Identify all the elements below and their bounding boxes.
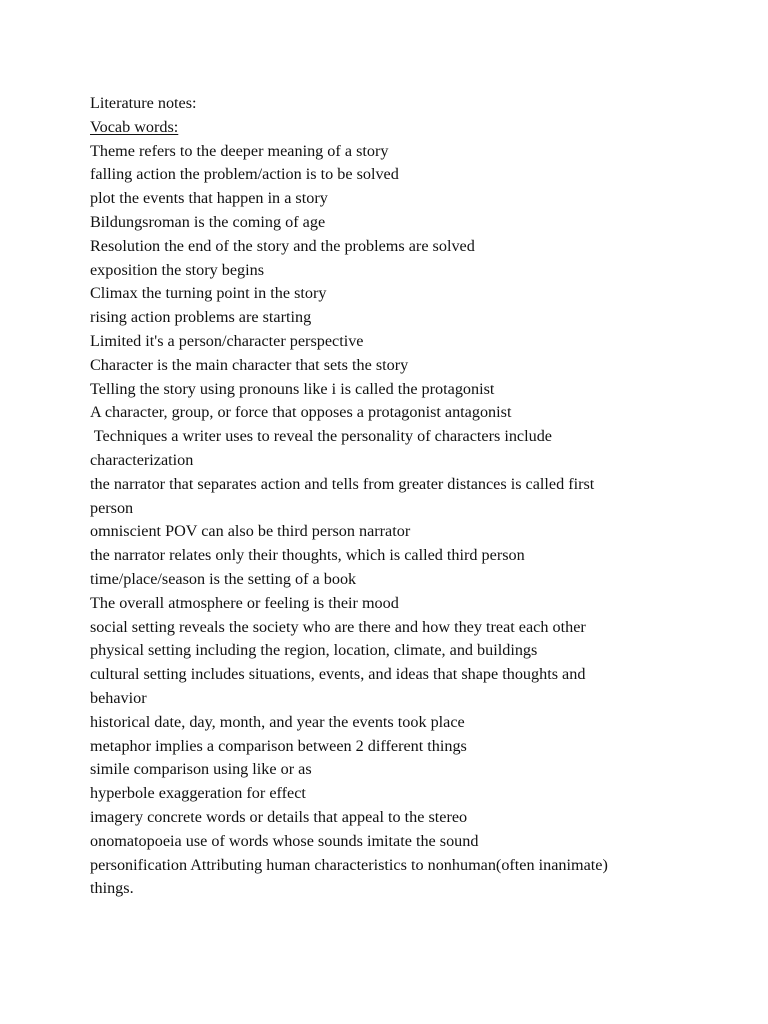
note-line: cultural setting includes situations, events, and ideas that shape thoughts and	[90, 665, 586, 684]
note-line: the narrator that separates action and tells from greater distances is called first	[90, 474, 595, 493]
note-line: characterization	[90, 450, 194, 469]
note-line: the narrator relates only their thoughts, which is called third person	[90, 546, 525, 565]
note-line: Character is the main character that sets the story	[90, 355, 409, 374]
note-line: onomatopoeia use of words whose sounds imitate the sound	[90, 831, 479, 850]
document-title: Literature notes:	[90, 94, 197, 112]
note-line: Limited it's a person/character perspective	[90, 331, 364, 350]
note-line: hyperbole exaggeration for effect	[90, 784, 306, 803]
note-line: Climax the turning point in the story	[90, 284, 327, 303]
note-line: simile comparison using like or as	[90, 760, 312, 779]
note-line: Techniques a writer uses to reveal the personality of characters include	[90, 427, 552, 446]
note-line: time/place/season is the setting of a book	[90, 569, 357, 588]
note-line: physical setting including the region, location, climate, and buildings	[90, 641, 538, 660]
note-line: social setting reveals the society who are there and how they treat each other	[90, 617, 586, 636]
note-line: The overall atmosphere or feeling is their mood	[90, 593, 399, 612]
note-line: behavior	[90, 688, 147, 707]
note-line: Telling the story using pronouns like i is called the protagonist	[90, 379, 495, 398]
note-line: Bildungsroman is the coming of age	[90, 212, 326, 231]
note-line: Theme refers to the deeper meaning of a story	[90, 141, 389, 160]
section-heading-vocab: Vocab words:	[90, 117, 179, 136]
notes-text-block	[90, 92, 710, 901]
note-line: A character, group, or force that opposes a protagonist antagonist	[90, 403, 512, 422]
note-line: metaphor implies a comparison between 2 different things	[90, 736, 467, 755]
note-line: person	[90, 498, 134, 517]
note-line: rising action problems are starting	[90, 308, 312, 327]
note-line: imagery concrete words or details that appeal to the stereo	[90, 807, 468, 826]
note-line: personification Attributing human characteristics to nonhuman(often inanimate)	[90, 855, 608, 874]
note-line: historical date, day, month, and year the events took place	[90, 712, 465, 731]
note-line: Resolution the end of the story and the problems are solved	[90, 236, 475, 255]
note-line: exposition the story begins	[90, 260, 264, 279]
note-line: plot the events that happen in a story	[90, 189, 328, 208]
note-line: things.	[90, 879, 134, 898]
note-line: falling action the problem/action is to be solved	[90, 165, 399, 184]
note-line: omniscient POV can also be third person narrator	[90, 522, 411, 541]
